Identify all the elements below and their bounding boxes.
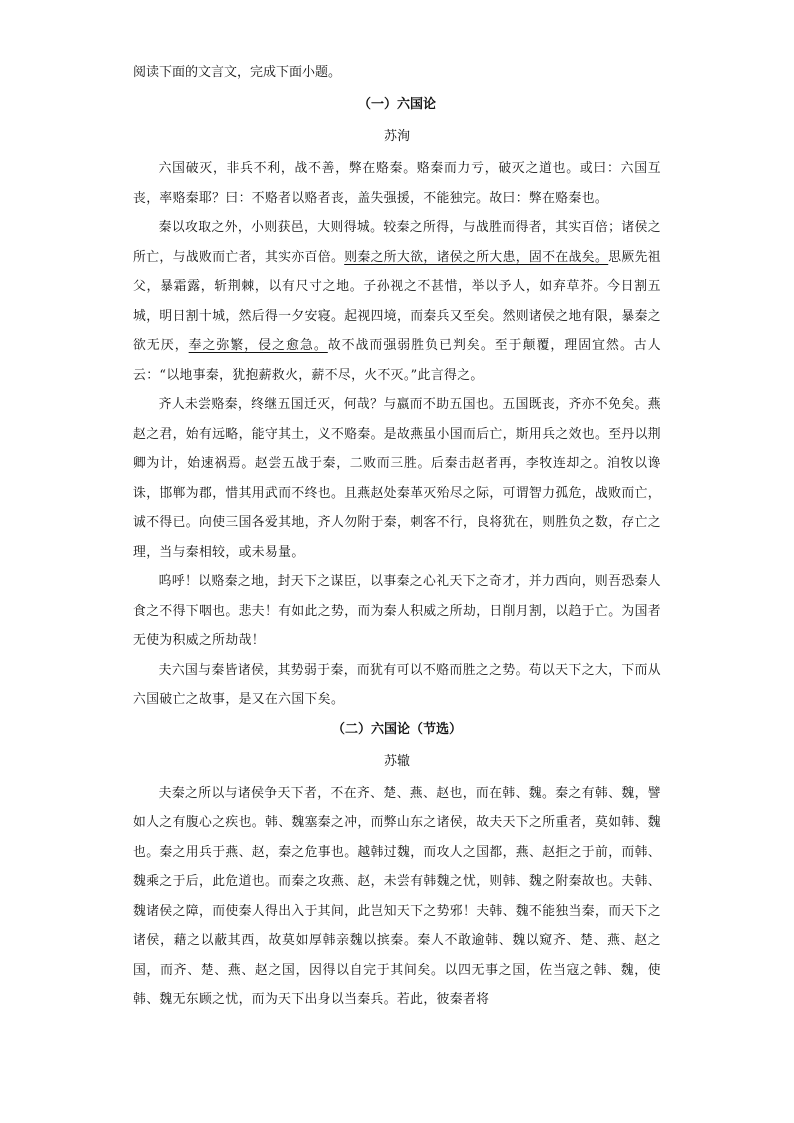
essay-1-paragraph-3: 齐人未尝赂秦，终继五国迁灭，何哉？与嬴而不助五国也。五国既丧，齐亦不免矣。燕赵之君，始有远略，能守其土，义不赂秦。是故燕虽小国而后亡，斯用兵之效也。至丹以荆卿为计，始速祸焉。赵尝五战于秦，二败而三胜。后秦击赵者再，李牧连却之。洎牧以谗诛，邯郸为郡，惜其用武而不终也。且燕赵处秦革灭殆尽之际，可谓智力孤危，战败而亡，诚不得已。向使三国各爱其地，齐人勿附于秦，刺客不行，良将犹在，则胜负之数，存亡之理，当与秦相较，或未易量。 [133,397,661,560]
essay-1-paragraph-5: 夫六国与秦皆诸侯，其势弱于秦，而犹有可以不赂而胜之之势。苟以天下之大，下而从六国破亡之故事，是又在六国下矣。 [133,662,661,707]
paragraph-text: 秦以攻取之外，小则获邑，大则得城。较秦之所得，与战胜而得者，其实百倍；诸侯之所亡，与战败而亡者，其实亦百倍。 [133,220,661,265]
essay-1-title: （一）六国论 [357,97,436,112]
essay-2 [133,717,661,1015]
instruction-text: 阅读下面的文言文，完成下面小题。 [133,65,342,80]
essay-1-paragraph-2 [133,213,661,390]
essay-2-title: （二）六国论（节选） [331,721,462,737]
paragraph-text: 故不战而强弱胜负已判矣。至于颠覆，理固宜然。古人云：“以地事秦，犹抱薪救火，薪不尽，火不灭。”此言得之。 [133,338,661,383]
essay-2-paragraph-1: 夫秦之所以与诸侯争天下者，不在齐、楚、燕、赵也，而在韩、魏。秦之有韩、魏，譬如人之有腹心之疾也。韩、魏塞秦之冲，而弊山东之诸侯，故夫天下之所重者，莫如韩、魏也。秦之用兵于燕、赵，秦之危事也。越韩过魏，而攻人之国都，燕、赵拒之于前，而韩、魏乘之于后，此危道也。而秦之攻燕、赵，未尝有韩魏之忧，则韩、魏之附秦故也。夫韩、魏诸侯之障，而使秦人得出入于其间，此岂知天下之势邪！夫韩、魏不能独当秦，而天下之诸侯，藉之以蔽其西，故莫如厚韩亲魏以摈秦。秦人不敢逾韩、魏以窥齐、楚、燕、赵之国，而齐、楚、燕、赵之国，因得以自完于其间矣。以四无事之国，佐当寇之韩、魏，使韩、魏无东顾之忧，而为天下出身以当秦兵。若此，彼秦者将 [133,785,661,1007]
document-page [133,60,661,1015]
essay-1-paragraph-4: 呜呼！以赂秦之地，封天下之谋臣，以事秦之心礼天下之奇才，并力西向，则吾恐秦人食之不得下咽也。悲夫！有如此之势，而为秦人积威之所劫，日削月割，以趋于亡。为国者无使为积威之所劫哉！ [133,574,661,648]
essay-1-author: 苏洵 [383,129,410,144]
essay-1 [133,92,661,715]
underlined-sentence-1: 则秦之所大欲，诸侯之所大患，固不在战矣。 [344,249,609,265]
underlined-sentence-2: 奉之弥繁，侵之愈急。 [188,338,328,353]
paragraph-text: 思厥先祖父，暴霜露，斩荆棘，以有尺寸之地。子孙视之不甚惜，举以予人，如弃草芥。今日割五城，明日割十城，然后得一夕安寝。起视四境，而秦兵又至矣。然则诸侯之地有限，暴秦之欲无厌， [133,249,661,353]
essay-1-paragraph-1: 六国破灭，非兵不利，战不善，弊在赂秦。赂秦而力亏，破灭之道也。或曰：六国互丧，率赂秦耶？曰：不赂者以赂者丧，盖失强援，不能独完。故曰：弊在赂秦也。 [133,161,661,206]
essay-2-author: 苏辙 [383,753,410,769]
